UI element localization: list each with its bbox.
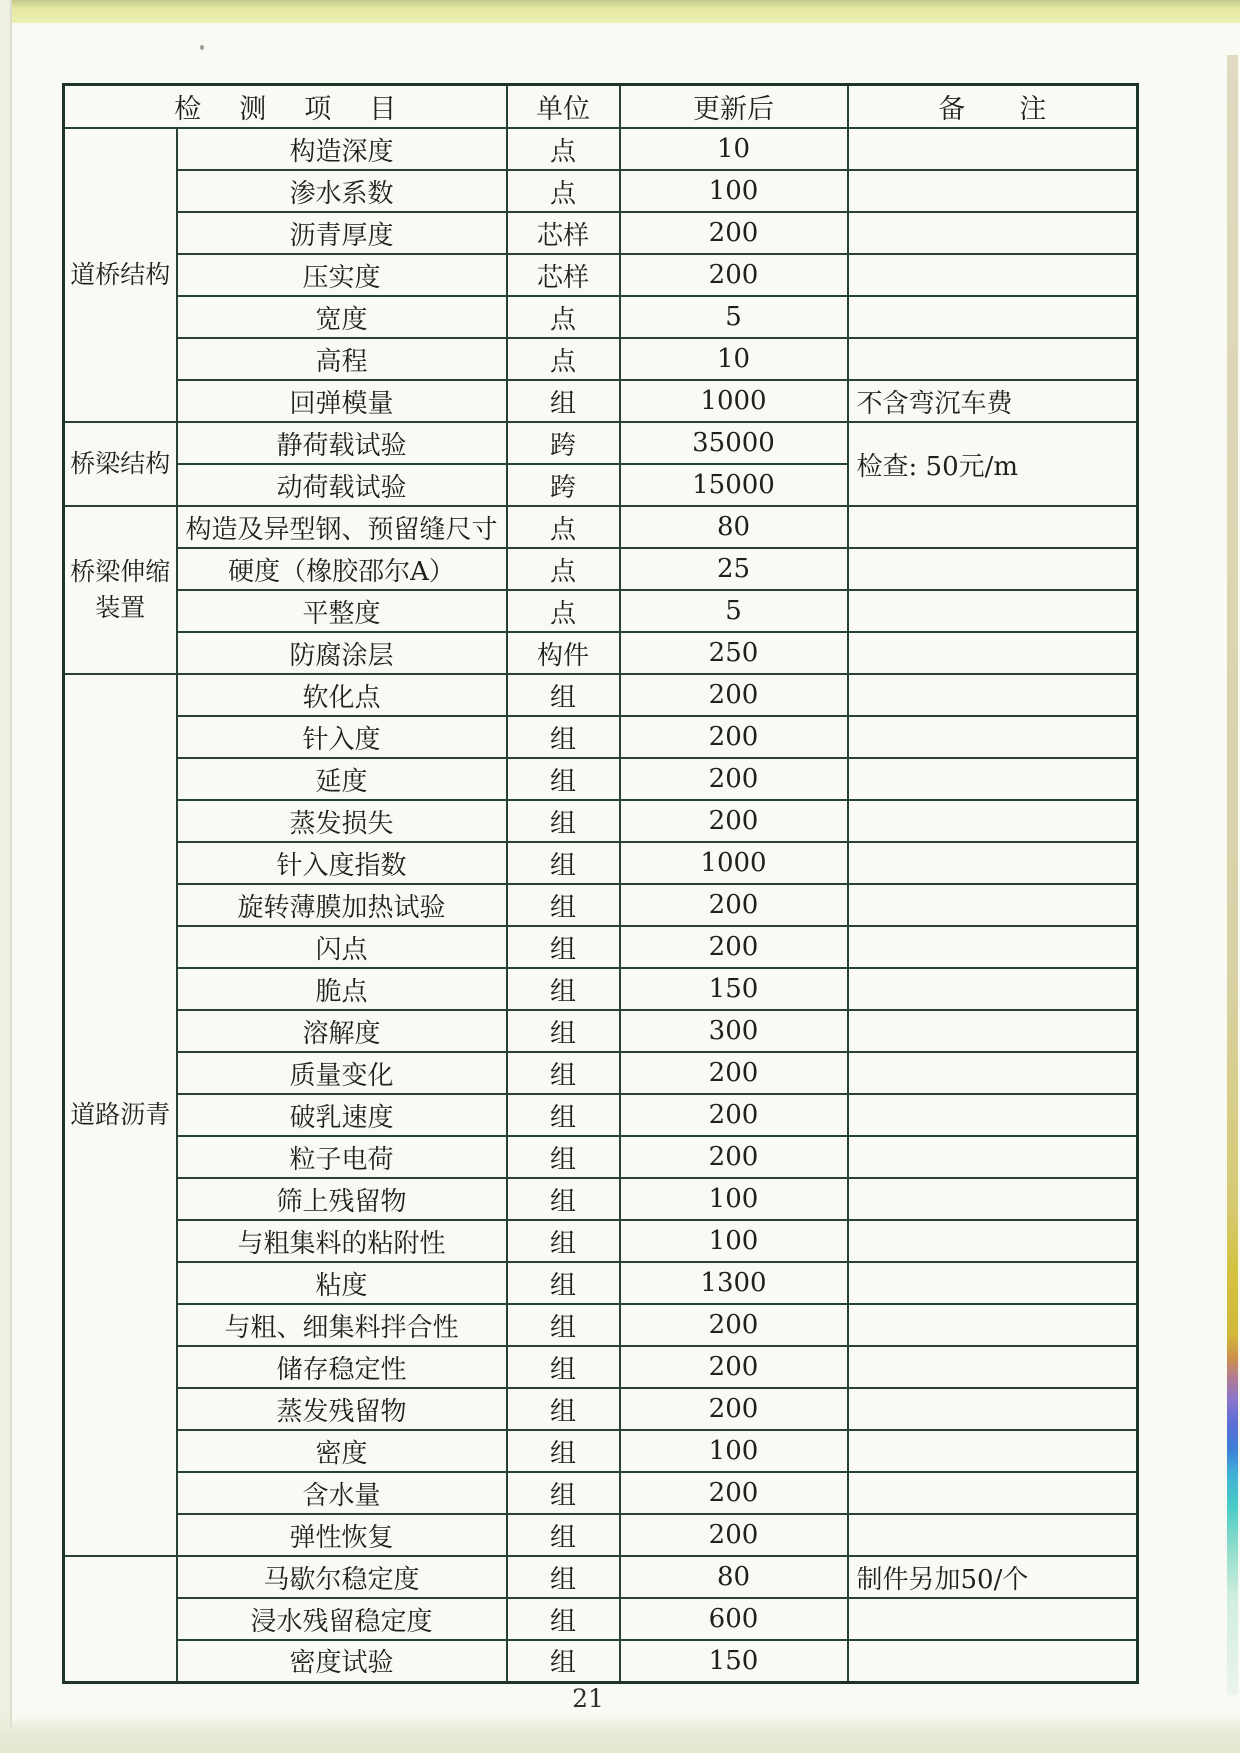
remark-cell — [848, 254, 1138, 296]
remark-cell — [848, 1220, 1138, 1262]
value-cell: 100 — [620, 1430, 848, 1472]
value-cell: 200 — [620, 884, 848, 926]
table-row — [64, 296, 1138, 338]
value-cell: 250 — [620, 632, 848, 674]
remark-cell — [848, 212, 1138, 254]
unit-cell: 组 — [507, 1388, 620, 1430]
category-cell: 桥梁伸缩装置 — [64, 506, 177, 674]
unit-cell: 点 — [507, 590, 620, 632]
remark-cell — [848, 1304, 1138, 1346]
item-cell: 弹性恢复 — [177, 1514, 507, 1556]
item-cell: 渗水系数 — [177, 170, 507, 212]
table-row — [64, 1136, 1138, 1178]
item-cell: 延度 — [177, 758, 507, 800]
unit-cell: 芯样 — [507, 212, 620, 254]
table-row — [64, 380, 1138, 422]
table-body — [64, 128, 1138, 1682]
table-row — [64, 1220, 1138, 1262]
table-row — [64, 1640, 1138, 1682]
table-row — [64, 716, 1138, 758]
table-row — [64, 758, 1138, 800]
remark-cell — [848, 1094, 1138, 1136]
unit-cell: 跨 — [507, 422, 620, 464]
unit-cell: 组 — [507, 1010, 620, 1052]
item-cell: 闪点 — [177, 926, 507, 968]
value-cell: 200 — [620, 926, 848, 968]
remark-cell — [848, 128, 1138, 170]
remark-cell — [848, 170, 1138, 212]
unit-cell: 组 — [507, 380, 620, 422]
table-row — [64, 128, 1138, 170]
category-cell: 桥梁结构 — [64, 422, 177, 506]
item-cell: 脆点 — [177, 968, 507, 1010]
remark-cell — [848, 1388, 1138, 1430]
item-cell: 浸水残留稳定度 — [177, 1598, 507, 1640]
table-row — [64, 1556, 1138, 1598]
scanner-rainbow-edge — [1227, 55, 1238, 1695]
value-cell: 150 — [620, 1640, 848, 1682]
value-cell: 200 — [620, 674, 848, 716]
table-row — [64, 1346, 1138, 1388]
remark-cell — [848, 1640, 1138, 1682]
value-cell: 25 — [620, 548, 848, 590]
value-cell: 80 — [620, 506, 848, 548]
item-cell: 构造深度 — [177, 128, 507, 170]
unit-cell: 组 — [507, 800, 620, 842]
unit-cell: 组 — [507, 1514, 620, 1556]
value-cell: 200 — [620, 254, 848, 296]
item-cell: 沥青厚度 — [177, 212, 507, 254]
item-cell: 蒸发残留物 — [177, 1388, 507, 1430]
item-cell: 破乳速度 — [177, 1094, 507, 1136]
remark-cell — [848, 1598, 1138, 1640]
value-cell: 200 — [620, 758, 848, 800]
remark-cell — [848, 1346, 1138, 1388]
item-cell: 密度 — [177, 1430, 507, 1472]
remark-cell — [848, 1010, 1138, 1052]
remark-cell — [848, 800, 1138, 842]
value-cell: 15000 — [620, 464, 848, 506]
item-cell: 与粗、细集料拌合性 — [177, 1304, 507, 1346]
page-number: 21 — [572, 1684, 604, 1713]
unit-cell: 组 — [507, 1262, 620, 1304]
unit-cell: 点 — [507, 128, 620, 170]
table-row — [64, 212, 1138, 254]
table-row — [64, 548, 1138, 590]
item-cell: 针入度 — [177, 716, 507, 758]
unit-cell: 组 — [507, 1136, 620, 1178]
table-row — [64, 1388, 1138, 1430]
item-cell: 密度试验 — [177, 1640, 507, 1682]
unit-cell: 组 — [507, 1598, 620, 1640]
item-cell: 储存稳定性 — [177, 1346, 507, 1388]
table-row — [64, 1514, 1138, 1556]
unit-cell: 组 — [507, 1220, 620, 1262]
remark-cell — [848, 1472, 1138, 1514]
remark-cell — [848, 968, 1138, 1010]
remark-cell — [848, 842, 1138, 884]
value-cell: 300 — [620, 1010, 848, 1052]
header-updated-value: 更新后 — [620, 85, 848, 129]
remark-cell: 检查: 50元/m — [848, 422, 1138, 506]
remark-cell — [848, 590, 1138, 632]
value-cell: 200 — [620, 1346, 848, 1388]
remark-cell — [848, 296, 1138, 338]
value-cell: 1000 — [620, 842, 848, 884]
item-cell: 平整度 — [177, 590, 507, 632]
category-cell: 道路沥青 — [64, 674, 177, 1556]
table-row — [64, 590, 1138, 632]
value-cell: 200 — [620, 800, 848, 842]
table-row — [64, 1010, 1138, 1052]
remark-cell — [848, 884, 1138, 926]
unit-cell: 点 — [507, 296, 620, 338]
value-cell: 100 — [620, 1220, 848, 1262]
item-cell: 与粗集料的粘附性 — [177, 1220, 507, 1262]
unit-cell: 组 — [507, 1430, 620, 1472]
value-cell: 150 — [620, 968, 848, 1010]
inspection-fee-table — [62, 83, 1139, 1684]
table-row — [64, 170, 1138, 212]
unit-cell: 点 — [507, 506, 620, 548]
remark-cell — [848, 338, 1138, 380]
table-row — [64, 338, 1138, 380]
remark-cell — [848, 1136, 1138, 1178]
value-cell: 100 — [620, 170, 848, 212]
item-cell: 高程 — [177, 338, 507, 380]
table-row — [64, 926, 1138, 968]
value-cell: 200 — [620, 716, 848, 758]
item-cell: 马歇尔稳定度 — [177, 1556, 507, 1598]
unit-cell: 组 — [507, 1304, 620, 1346]
unit-cell: 芯样 — [507, 254, 620, 296]
item-cell: 含水量 — [177, 1472, 507, 1514]
table-row — [64, 1262, 1138, 1304]
ink-speck — [200, 45, 204, 50]
scanner-left-edge — [0, 0, 12, 1753]
item-cell: 静荷载试验 — [177, 422, 507, 464]
remark-cell — [848, 506, 1138, 548]
value-cell: 1300 — [620, 1262, 848, 1304]
unit-cell: 组 — [507, 1052, 620, 1094]
unit-cell: 组 — [507, 926, 620, 968]
item-cell: 溶解度 — [177, 1010, 507, 1052]
item-cell: 防腐涂层 — [177, 632, 507, 674]
remark-cell — [848, 1262, 1138, 1304]
value-cell: 200 — [620, 1094, 848, 1136]
value-cell: 200 — [620, 1136, 848, 1178]
value-cell: 5 — [620, 296, 848, 338]
table-row — [64, 506, 1138, 548]
table-row — [64, 1178, 1138, 1220]
value-cell: 200 — [620, 1514, 848, 1556]
scanner-top-edge — [6, 0, 1240, 23]
unit-cell: 组 — [507, 1556, 620, 1598]
table-row — [64, 1094, 1138, 1136]
item-cell: 蒸发损失 — [177, 800, 507, 842]
header-inspection-item: 检测项目 — [64, 85, 507, 129]
item-cell: 软化点 — [177, 674, 507, 716]
unit-cell: 组 — [507, 1178, 620, 1220]
scanner-bottom-edge — [0, 1715, 1240, 1753]
unit-cell: 组 — [507, 884, 620, 926]
table-row — [64, 632, 1138, 674]
unit-cell: 构件 — [507, 632, 620, 674]
category-cell — [64, 1556, 177, 1682]
item-cell: 压实度 — [177, 254, 507, 296]
value-cell: 10 — [620, 338, 848, 380]
item-cell: 粘度 — [177, 1262, 507, 1304]
item-cell: 旋转薄膜加热试验 — [177, 884, 507, 926]
table-row — [64, 968, 1138, 1010]
remark-cell — [848, 548, 1138, 590]
item-cell: 动荷载试验 — [177, 464, 507, 506]
value-cell: 200 — [620, 1052, 848, 1094]
table-header-row — [64, 85, 1138, 129]
table-row — [64, 1304, 1138, 1346]
remark-cell — [848, 758, 1138, 800]
unit-cell: 组 — [507, 716, 620, 758]
remark-cell: 不含弯沉车费 — [848, 380, 1138, 422]
table-row — [64, 674, 1138, 716]
value-cell: 200 — [620, 1472, 848, 1514]
header-remark: 备注 — [848, 85, 1138, 129]
table-row — [64, 1472, 1138, 1514]
table-row — [64, 842, 1138, 884]
item-cell: 质量变化 — [177, 1052, 507, 1094]
unit-cell: 组 — [507, 758, 620, 800]
value-cell: 200 — [620, 1388, 848, 1430]
value-cell: 200 — [620, 1304, 848, 1346]
unit-cell: 点 — [507, 170, 620, 212]
remark-cell — [848, 926, 1138, 968]
item-cell: 宽度 — [177, 296, 507, 338]
value-cell: 200 — [620, 212, 848, 254]
remark-cell — [848, 716, 1138, 758]
value-cell: 10 — [620, 128, 848, 170]
unit-cell: 组 — [507, 1640, 620, 1682]
item-cell: 针入度指数 — [177, 842, 507, 884]
item-cell: 硬度（橡胶邵尔A） — [177, 548, 507, 590]
table-row — [64, 422, 1138, 464]
value-cell: 80 — [620, 1556, 848, 1598]
unit-cell: 跨 — [507, 464, 620, 506]
value-cell: 5 — [620, 590, 848, 632]
remark-cell — [848, 1052, 1138, 1094]
remark-cell — [848, 1178, 1138, 1220]
table-row — [64, 884, 1138, 926]
table-row — [64, 1052, 1138, 1094]
header-unit: 单位 — [507, 85, 620, 129]
value-cell: 600 — [620, 1598, 848, 1640]
unit-cell: 组 — [507, 1094, 620, 1136]
value-cell: 100 — [620, 1178, 848, 1220]
unit-cell: 点 — [507, 548, 620, 590]
unit-cell: 组 — [507, 968, 620, 1010]
remark-cell — [848, 1430, 1138, 1472]
table-row — [64, 800, 1138, 842]
table-row — [64, 1430, 1138, 1472]
unit-cell: 组 — [507, 842, 620, 884]
unit-cell: 组 — [507, 1346, 620, 1388]
remark-cell — [848, 674, 1138, 716]
remark-cell — [848, 1514, 1138, 1556]
item-cell: 筛上残留物 — [177, 1178, 507, 1220]
value-cell: 35000 — [620, 422, 848, 464]
remark-cell — [848, 632, 1138, 674]
unit-cell: 组 — [507, 1472, 620, 1514]
unit-cell: 点 — [507, 338, 620, 380]
remark-cell: 制件另加50/个 — [848, 1556, 1138, 1598]
item-cell: 回弹模量 — [177, 380, 507, 422]
unit-cell: 组 — [507, 674, 620, 716]
item-cell: 构造及异型钢、预留缝尺寸 — [177, 506, 507, 548]
table-row — [64, 1598, 1138, 1640]
item-cell: 粒子电荷 — [177, 1136, 507, 1178]
table-row — [64, 254, 1138, 296]
value-cell: 1000 — [620, 380, 848, 422]
category-cell: 道桥结构 — [64, 128, 177, 422]
